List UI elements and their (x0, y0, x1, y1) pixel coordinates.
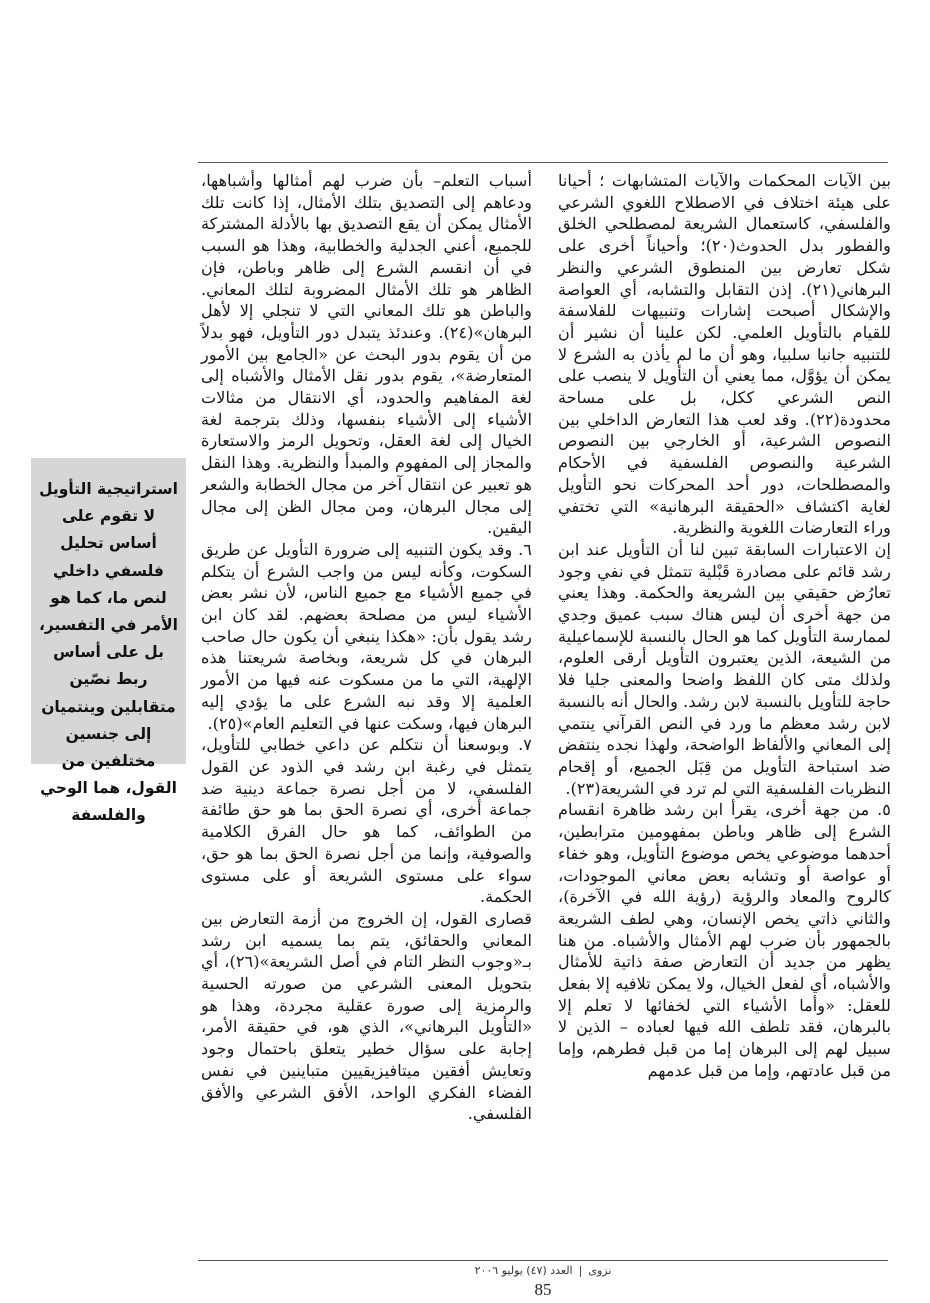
magazine-name: نزوى (588, 1264, 612, 1277)
article-column-right (558, 170, 891, 1082)
footer-separator: | (578, 1264, 583, 1277)
footer-rule (198, 1260, 888, 1261)
pull-quote-text: استراتيجية التأويل لا تقوم على أساس تحليل فلسفي داخلي لنص ما، كما هو الأمر في التفسير، بل على أساس ربط نصّين متقابلين وينتميان إلى جنسين مختلفين من القول، هما الوحي والفلسفة (39, 480, 178, 825)
pull-quote-box (31, 458, 186, 825)
footer-info (198, 1264, 888, 1277)
paragraph: أسباب التعلم– بأن ضرب لهم أمثالها وأشباهها، ودعاهم إلى التصديق بتلك الأمثال، إذا كانت تلك الأمثال يمكن أن يقع التصديق بها بالأدلة المشتركة للجميع، أعني الجدلية والخطابية، وهذا هو السبب في أن انقسم الشرع إلى ظاهر وباطن، فإن الظاهر هو تلك الأمثال المضروبة لتلك المعاني. والباطن هو تلك المعاني التي لا تنجلي إلا لأهل البرهان»(٢٤). وعندئذ يتبدل دور التأويل، فهو بدلاً من أن يقوم بدور البحث عن «الجامع بين الأمور المتعارضة»، يقوم بدور نقل الأمثال والأشباه إلى لغة المفاهيم والحدود، أي الانتقال من مثالات الأشياء إلى الأشياء بنفسها، وذلك بترجمة لغة الخيال إلى لغة العقل، وتحويل الرمز والاستعارة والمجاز إلى المفهوم والمبدأ والنظرية. وهذا النقل هو تعبير عن انتقال آخر من مجال الخطابة والشعر إلى مجال البرهان، ومن مجال الظن إلى مجال اليقين. (201, 171, 532, 538)
top-rule (198, 162, 888, 163)
issue-info: العدد (٤٧) يوليو ٢٠٠٦ (474, 1264, 573, 1277)
paragraph: ٧. وبوسعنا أن نتكلم عن داعي خطابي للتأويل، يتمثل في رغبة ابن رشد في الذود عن القول الفلسفي، لا من أجل نصرة جماعة دينية ضد جماعة أخرى، أي نصرة الحق بما هو حق طائفة من الطوائف، كما هو حال الفرق الكلامية والصوفية، وإنما من أجل نصرة الحق بما هو حق، سواء على مستوى الشريعة أو على مستوى الحكمة. (201, 735, 532, 907)
paragraph: إن الاعتبارات السابقة تبين لنا أن التأويل عند ابن رشد قائم على مصادرة قَبْلية تتمثل في نفي وجود تعارُض حقيقي بين الشريعة والحكمة. وهذا يعني من جهة أخرى أن ليس هناك سبب عميق وجدي لممارسة التأويل كما هو الحال بالنسبة للإسماعيلية من الشيعة، الذين يعتبرون التأويل أرقى العلوم، ولذلك متى كان اللفظ واضحا والمعنى جليا فلا حاجة للتأويل بالنسبة لابن رشد. والحال أنه بالنسبة لابن رشد معظم ما ورد في النص القرآني ينتمي إلى المعاني والألفاظ الواضحة، ولهذا نجده ينتفض ضد استباحة التأويل من قِبَل الجميع، أو إقحام النظريات الفلسفية التي لم ترد في الشريعة(٢٣). (558, 539, 891, 798)
paragraph: ٦. وقد يكون التنبيه إلى ضرورة التأويل عن طريق السكوت، وكأنه ليس من واجب الشرع أن يتكلم في جميع الأشياء مع جميع الناس، لأن نشر بعض الأشياء ليس من مصلحة بعضهم. لقد كان ابن رشد يقول بأن: «هكذا ينبغي أن يكون حال صاحب البرهان في كل شريعة، وبخاصة شريعتنا هذه الإلهية، التي ما من مسكوت عنه فيها من الأمور العلمية إلا وقد نبه الشرع على ما يؤدي إليه البرهان فيها، وسكت عنها في التعليم العام»(٢٥). (201, 539, 532, 733)
paragraph: بين الآيات المحكمات والآيات المتشابهات ؛ أحيانا على هيئة اختلاف في الاصطلاح اللغوي الشرعي والفلسفي، كاستعمال الشريعة لمصطلحي الخلق والفطور بدل الحدوث(٢٠)؛ وأحياناً أخرى على شكل تعارض بين المنطوق الشرعي والنظر البرهاني(٢١). إذن التقابل والتشابه، أي العواصة والإشكال أصبحت إشارات وتنبيهات للفلاسفة للقيام بالتأويل العلمي. لكن علينا أن نشير أن للتنبيه جانبا سلبيا، وهو أن ما لم يأذن به الشرع لا يمكن أن يؤوَّل، مما يعني أن التأويل لا ينصب على النص الشرعي ككل، بل على مساحة محدودة(٢٢). وقد لعب هذا التعارض الداخلي بين النصوص الشرعية، أو الخارجي بين النصوص الشرعية والنصوص الفلسفية في الأحكام والمصطلحات، دور أحد المحركات نحو التأويل لغاية اكتشاف «الحقيقة البرهانية» التي تختفي وراء التعارضات اللغوية والنظرية. (558, 171, 891, 538)
paragraph: قصارى القول، إن الخروج من أزمة التعارض بين المعاني والحقائق، يتم بما يسميه ابن رشد بـ«وجوب النظر التام في أصل الشريعة»(٢٦)، أي بتحويل المعنى الشرعي من صورته الحسية والرمزية إلى صورة عقلية مجردة، وهذا هو «التأويل البرهاني»، الذي هو، في حقيقة الأمر، إجابة على سؤال خطير يتعلق باحتمال وجود وتعايش أفقين ميتافيزيقيين متباينين في نفس الفضاء الفكري الواحد، الأفق الشرعي والأفق الفلسفي. (201, 908, 532, 1124)
page-number: 85 (534, 1280, 552, 1299)
article-column-middle (201, 170, 532, 1125)
paragraph: ٥. من جهة أخرى، يقرأ ابن رشد ظاهرة انقسام الشرع إلى ظاهر وباطن بمفهومين مترابطين، أحدهما موضوعي يخص موضوع التأويل، وهو خفاء أو عواصة أو وتشابه بعض معاني الموجودات، كالروح والمعاد والرؤية (رؤية الله في الآخرة)، والثاني ذاتي يخص الإنسان، وهي لطف الشريعة بالجمهور بأن ضرب لهم الأمثال والأشباه. من هنا يظهر من جديد أن التعارض صفة ذاتية للأمثال والأشباه، أي لفعل الخيال، ولا يمكن تلافيه إلا بفعل للعقل: «وأما الأشياء التي لخفائها لا تعلم إلا بالبرهان، فقد تلطف الله فيها لعباده – الذين لا سبيل لهم إلى البرهان إما من قبل فطرهم، وإما من قبل عادتهم، وإما من قبل عدمهم (558, 800, 891, 1080)
